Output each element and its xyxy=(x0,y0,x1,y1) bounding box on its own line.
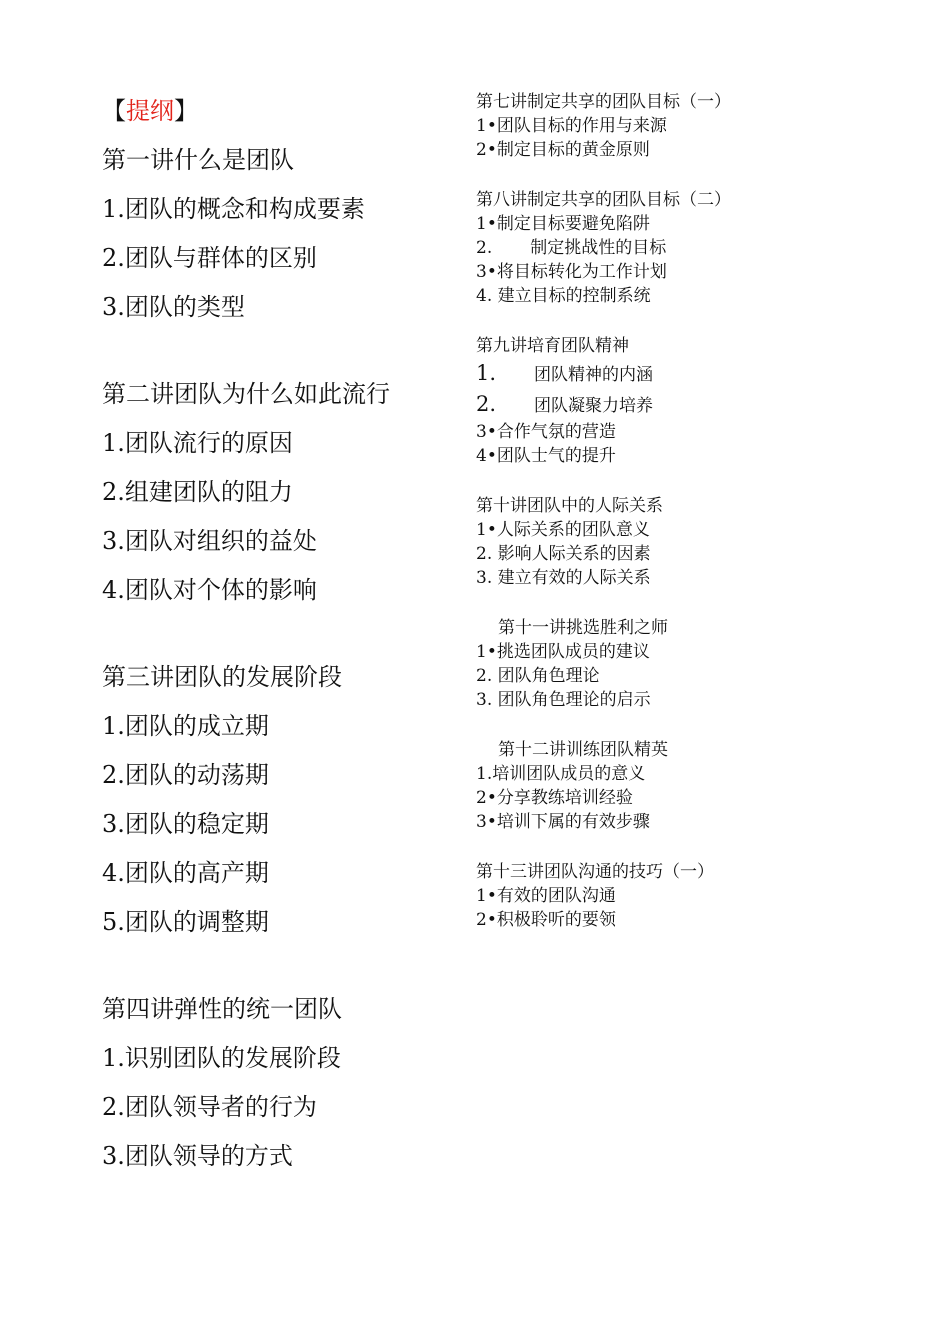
lecture-item: 4. 建立目标的控制系统 xyxy=(476,286,651,306)
lecture-item: 3.团队的类型 xyxy=(102,293,245,321)
outline-bracket-close: 】 xyxy=(174,97,198,125)
lecture-7 xyxy=(476,90,776,162)
lecture-item: 1.团队的成立期 xyxy=(102,712,269,740)
lecture-item: 1.培训团队成员的意义 xyxy=(476,764,646,784)
lecture-item: 1•团队目标的作用与来源 xyxy=(476,116,667,136)
lecture-item: 2. 影响人际关系的因素 xyxy=(476,544,651,564)
lecture-title: 第四讲弹性的统一团队 xyxy=(102,995,342,1023)
item-number: 1. xyxy=(476,361,497,385)
lecture-title: 第十二讲训练团队精英 xyxy=(498,740,668,760)
lecture-item: 1.团队流行的原因 xyxy=(102,429,293,457)
lecture-9 xyxy=(476,334,776,468)
lecture-item: 3.团队的稳定期 xyxy=(102,810,269,838)
item-text: 团队精神的内涵 xyxy=(534,365,654,385)
lecture-8 xyxy=(476,188,776,308)
lecture-12 xyxy=(476,738,776,834)
outline-title-text: 提纲 xyxy=(126,97,174,125)
lecture-item: 2•制定目标的黄金原则 xyxy=(476,140,650,160)
lecture-item: 3•合作气氛的营造 xyxy=(476,422,616,442)
item-number: 2. xyxy=(476,238,493,258)
lecture-11 xyxy=(476,616,776,712)
lecture-item: 4.团队对个体的影响 xyxy=(102,576,317,604)
lecture-item: 1•人际关系的团队意义 xyxy=(476,520,650,540)
lecture-item: 2. 团队角色理论 xyxy=(476,666,600,686)
left-column xyxy=(102,92,452,1224)
lecture-item: 3•培训下属的有效步骤 xyxy=(476,812,650,832)
item-text: 团队凝聚力培养 xyxy=(534,396,654,416)
outline-bracket-open: 【 xyxy=(102,97,126,125)
lecture-item: 4.团队的高产期 xyxy=(102,859,269,887)
lecture-title: 第十一讲挑选胜利之师 xyxy=(498,618,668,638)
lecture-title: 第十三讲团队沟通的技巧（一） xyxy=(476,862,714,882)
item-text: 制定挑战性的目标 xyxy=(530,238,667,258)
right-column xyxy=(476,90,776,958)
lecture-item: 3•将目标转化为工作计划 xyxy=(476,262,667,282)
lecture-13 xyxy=(476,860,776,932)
lecture-item xyxy=(476,236,776,260)
lecture-item: 2.团队领导者的行为 xyxy=(102,1093,317,1121)
lecture-1 xyxy=(102,141,452,326)
lecture-title: 第一讲什么是团队 xyxy=(102,146,294,174)
lecture-item: 2.组建团队的阻力 xyxy=(102,478,293,506)
lecture-item xyxy=(476,358,776,389)
lecture-item: 2•分享教练培训经验 xyxy=(476,788,633,808)
item-number: 2. xyxy=(476,392,497,416)
lecture-title: 第七讲制定共享的团队目标（一） xyxy=(476,92,731,112)
lecture-item: 4•团队士气的提升 xyxy=(476,446,616,466)
lecture-item: 2.团队的动荡期 xyxy=(102,761,269,789)
lecture-item: 3.团队对组织的益处 xyxy=(102,527,317,555)
lecture-item: 1.识别团队的发展阶段 xyxy=(102,1044,341,1072)
lecture-item: 3.团队领导的方式 xyxy=(102,1142,293,1170)
outline-heading xyxy=(102,92,452,130)
lecture-10 xyxy=(476,494,776,590)
lecture-item: 1•挑选团队成员的建议 xyxy=(476,642,650,662)
lecture-title: 第三讲团队的发展阶段 xyxy=(102,663,342,691)
lecture-3 xyxy=(102,658,452,941)
lecture-title: 第八讲制定共享的团队目标（二） xyxy=(476,190,731,210)
lecture-title: 第二讲团队为什么如此流行 xyxy=(102,380,390,408)
lecture-item: 1•制定目标要避免陷阱 xyxy=(476,214,650,234)
lecture-item: 1.团队的概念和构成要素 xyxy=(102,195,365,223)
lecture-title: 第十讲团队中的人际关系 xyxy=(476,496,663,516)
lecture-title: 第九讲培育团队精神 xyxy=(476,336,629,356)
lecture-item: 3. 建立有效的人际关系 xyxy=(476,568,651,588)
lecture-item: 3. 团队角色理论的启示 xyxy=(476,690,651,710)
lecture-2 xyxy=(102,375,452,609)
lecture-item xyxy=(476,389,776,420)
lecture-item: 5.团队的调整期 xyxy=(102,908,269,936)
lecture-item: 2.团队与群体的区别 xyxy=(102,244,317,272)
lecture-item: 2•积极聆听的要领 xyxy=(476,910,616,930)
lecture-4 xyxy=(102,990,452,1175)
lecture-item: 1•有效的团队沟通 xyxy=(476,886,616,906)
